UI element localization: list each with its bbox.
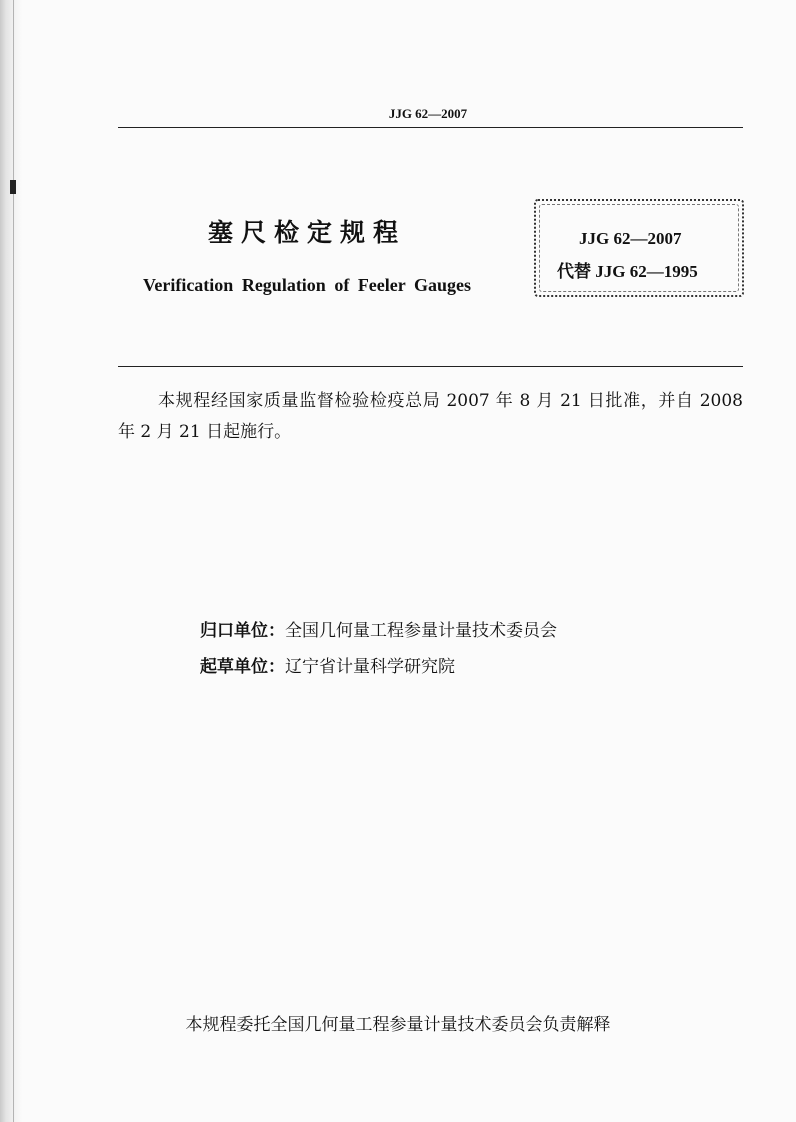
scan-mark [10, 180, 16, 194]
interpretation-note: 本规程委托全国几何量工程参量计量技术委员会负责解释 [185, 1015, 611, 1035]
title-english: Verification Regulation of Feeler Gauges [143, 275, 471, 295]
responsible-unit-value: 全国几何量工程参量计量技术委员会 [285, 621, 557, 641]
standard-code: JJG 62—2007 [579, 229, 682, 248]
responsible-unit-row [200, 616, 557, 641]
drafting-unit-row [200, 652, 455, 677]
drafting-unit-value: 辽宁省计量科学研究院 [285, 657, 455, 677]
replaced-standard: 代替 JJG 62—1995 [557, 262, 698, 281]
title-chinese: 塞尺检定规程 [208, 218, 407, 247]
responsible-unit-label: 归口单位： [200, 621, 285, 641]
scan-left-edge [0, 0, 22, 1122]
drafting-unit-label: 起草单位： [200, 657, 285, 677]
running-header-code: JJG 62—2007 [388, 106, 468, 121]
approval-paragraph: 本规程经国家质量监督检验检疫总局 2007 年 8 月 21 日批准，并自 2008 年 2 月 21 日起施行。 [118, 391, 743, 442]
scan-edge-line [13, 0, 14, 1122]
section-rule [118, 366, 743, 367]
header-rule [118, 127, 743, 128]
